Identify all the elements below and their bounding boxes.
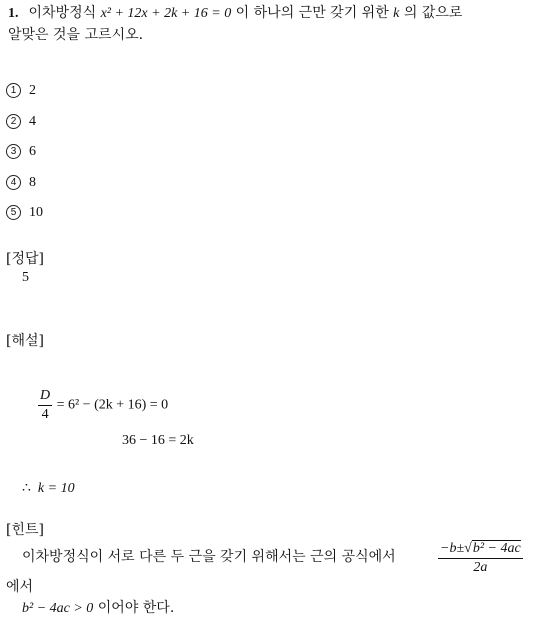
formula-num-prefix: −b±√ — [440, 541, 472, 556]
quadratic-fraction — [438, 540, 523, 577]
hint-line-2: 에서 — [6, 579, 34, 595]
quadratic-formula — [438, 540, 523, 577]
frac-denominator: 4 — [41, 407, 49, 422]
option-marker-2: 2 — [6, 114, 21, 129]
solution-result — [22, 480, 75, 497]
solution-label: [해설] — [6, 333, 44, 349]
option-value-3: 6 — [29, 144, 36, 159]
option-marker-3: 3 — [6, 144, 21, 159]
option-value-5: 10 — [29, 205, 43, 220]
option-value-1: 2 — [29, 83, 36, 98]
answer-label: [정답] — [6, 251, 44, 267]
solution-equation-1 — [38, 387, 168, 424]
question-line-1 — [8, 2, 462, 22]
therefore-symbol: ∴ — [22, 481, 31, 496]
answer-value: 5 — [22, 270, 29, 285]
option-value-2: 4 — [29, 114, 36, 129]
question-text-end: 의 값으로 — [403, 5, 463, 21]
option-2[interactable] — [6, 113, 36, 130]
question-text-start: 이차방정식 — [28, 5, 97, 21]
formula-denominator: 2a — [473, 560, 488, 575]
hint-text: 이차방정식이 서로 다른 두 근을 갖기 위해서는 근의 공식에서 — [22, 549, 396, 565]
question-variable: k — [393, 6, 400, 21]
question-number: 1. — [8, 6, 19, 21]
option-5[interactable] — [6, 204, 43, 221]
option-value-4: 8 — [29, 175, 36, 190]
option-4[interactable] — [6, 174, 36, 191]
option-3[interactable] — [6, 143, 36, 160]
result-value: k = 10 — [37, 481, 75, 496]
formula-numerator — [438, 540, 523, 559]
option-marker-4: 4 — [6, 175, 21, 190]
hint-condition-line — [22, 597, 174, 617]
d-over-4-fraction — [38, 387, 52, 424]
question-text-mid: 이 하나의 근만 갖기 위한 — [235, 5, 389, 21]
hint-condition-suffix: 이어야 한다. — [97, 600, 175, 616]
option-1[interactable] — [6, 82, 36, 99]
option-marker-1: 1 — [6, 83, 21, 98]
question-equation: x² + 12x + 2k + 16 = 0 — [100, 6, 232, 21]
hint-label: [힌트] — [6, 522, 44, 538]
formula-radicand: b² − 4ac — [472, 541, 521, 556]
eq1-rest: = 6² − (2k + 16) = 0 — [56, 397, 169, 413]
solution-equation-2: 36 − 16 = 2k — [122, 433, 194, 448]
question-line-2: 알맞은 것을 고르시오. — [8, 27, 144, 43]
hint-condition: b² − 4ac > 0 — [22, 601, 94, 616]
option-marker-5: 5 — [6, 205, 21, 220]
frac-numerator: D — [38, 387, 52, 406]
